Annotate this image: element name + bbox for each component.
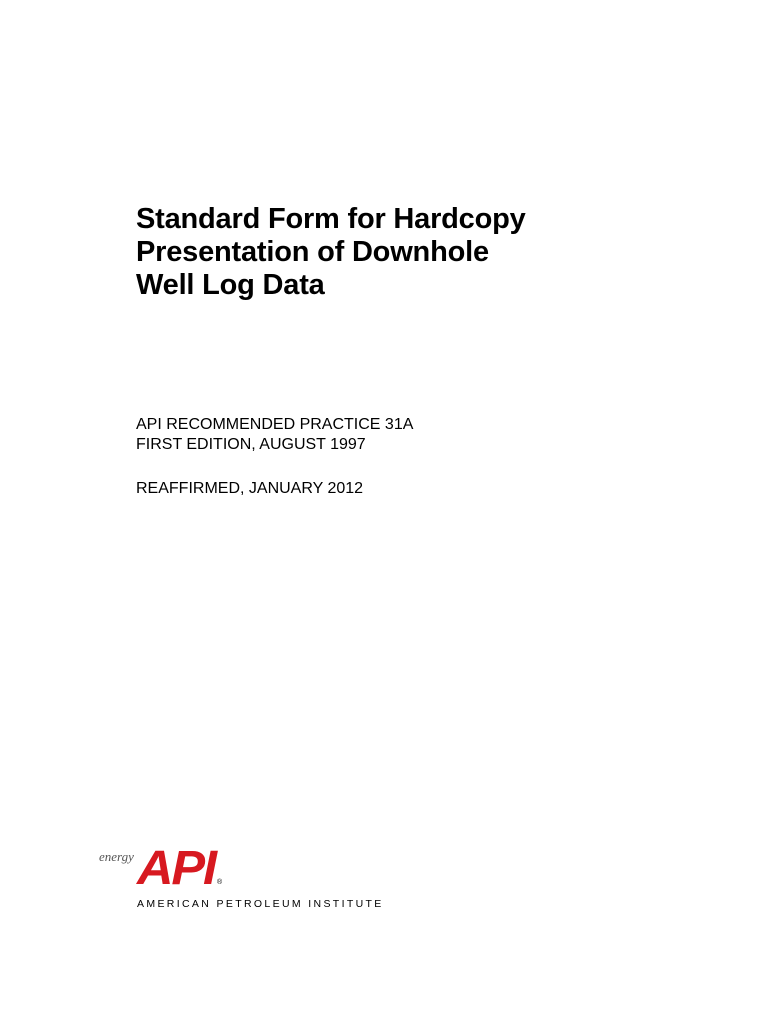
title-line-2: Presentation of Downhole xyxy=(136,236,489,268)
document-title xyxy=(136,203,656,302)
title-line-3: Well Log Data xyxy=(136,269,325,301)
logo-mark: API xyxy=(135,842,219,895)
document-designation: API RECOMMENDED PRACTICE 31A xyxy=(136,416,414,433)
reaffirmed-date: REAFFIRMED, JANUARY 2012 xyxy=(136,480,364,497)
document-edition: FIRST EDITION, AUGUST 1997 xyxy=(136,436,366,453)
title-line-1: Standard Form for Hardcopy xyxy=(136,203,526,235)
registered-mark: ® xyxy=(217,879,223,886)
document-meta xyxy=(136,415,413,455)
institute-name: AMERICAN PETROLEUM INSTITUTE xyxy=(137,898,384,910)
api-logo-graphic xyxy=(97,838,357,898)
logo-tagline: energy xyxy=(99,849,134,864)
